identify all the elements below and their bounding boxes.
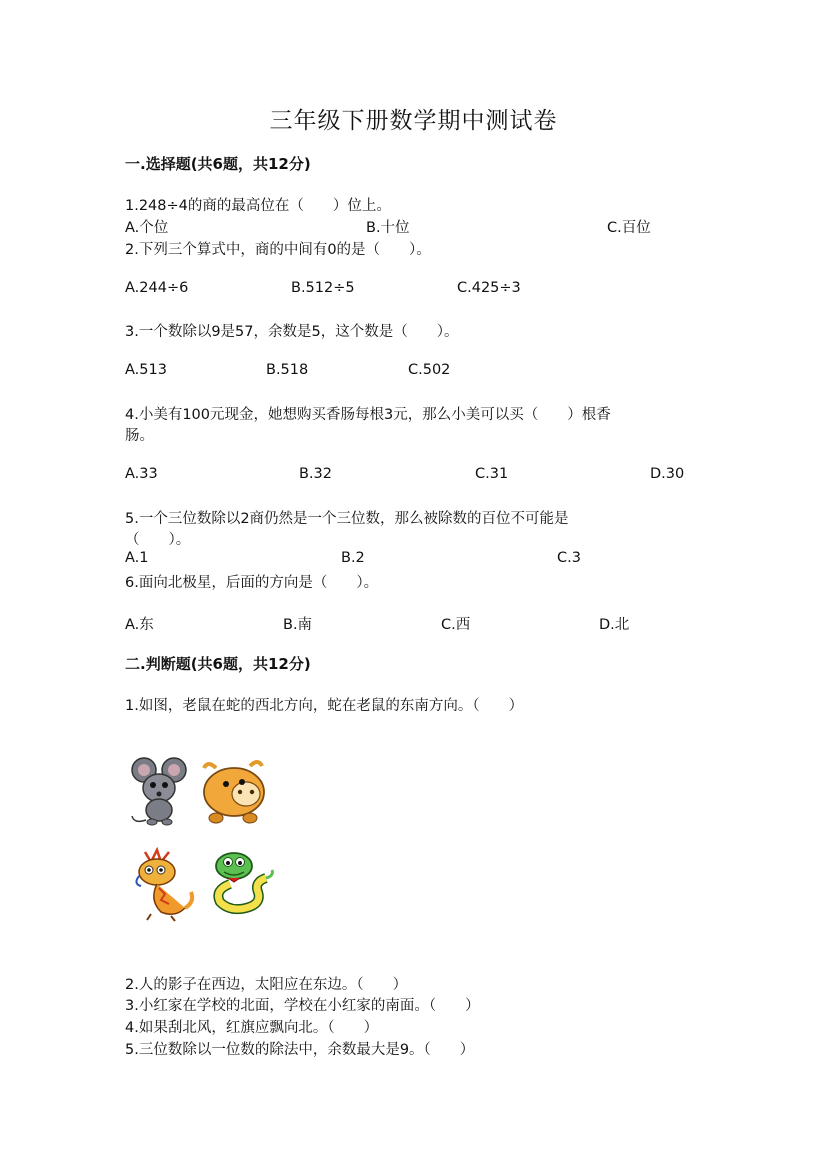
question-text-cont: （ ）。 [125,532,191,548]
question-text: 3.小红家在学校的北面，学校在小红家的南面。（ ） [125,998,480,1014]
option-b: B.32 [299,466,333,482]
section-heading-judge: 二.判断题(共6题，共12分) [125,655,311,673]
page-title: 三年级下册数学期中测试卷 [269,108,558,134]
question-text: 5.一个三位数除以2商仍然是一个三位数，那么被除数的百位不可能是 [125,511,569,527]
option-a: A.1 [125,550,149,566]
option-c: C.百位 [607,220,651,236]
option-b: B.2 [341,550,365,566]
option-b: B.512÷5 [291,280,355,296]
option-a: A.244÷6 [125,280,189,296]
option-d: D.北 [599,617,630,633]
question-text: 2.下列三个算式中，商的中间有0的是（ ）。 [125,242,431,258]
option-c: C.425÷3 [457,280,521,296]
option-c: C.31 [475,466,509,482]
question-text: 1.如图，老鼠在蛇的西北方向，蛇在老鼠的东南方向。（ ） [125,698,524,714]
question-text: 5.三位数除以一位数的除法中，余数最大是9。（ ） [125,1042,475,1058]
question-text-cont: 肠。 [125,428,154,444]
section-heading-choice: 一.选择题(共6题，共12分) [125,155,311,173]
option-b: B.十位 [366,220,410,236]
mouse-icon [130,754,190,826]
dragon-icon [131,846,199,922]
option-c: C.502 [408,362,451,378]
question-text: 3.一个数除以9是57，余数是5，这个数是（ ）。 [125,324,459,340]
question-text: 4.小美有100元现金，她想购买香肠每根3元，那么小美可以买（ ）根香 [125,407,611,423]
question-text: 4.如果刮北风，红旗应飘向北。（ ） [125,1020,379,1036]
option-d: D.30 [650,466,685,482]
option-b: B.518 [266,362,309,378]
snake-icon [210,850,276,916]
option-b: B.南 [283,617,313,633]
option-a: A.东 [125,617,154,633]
option-a: A.33 [125,466,158,482]
option-c: C.3 [557,550,581,566]
option-c: C.西 [441,617,471,633]
question-text: 6.面向北极星，后面的方向是（ ）。 [125,575,379,591]
option-a: A.个位 [125,220,169,236]
ox-icon [198,758,272,826]
question-text: 2.人的影子在西边，太阳应在东边。（ ） [125,977,408,993]
option-a: A.513 [125,362,167,378]
question-text: 1.248÷4的商的最高位在（ ）位上。 [125,198,391,214]
